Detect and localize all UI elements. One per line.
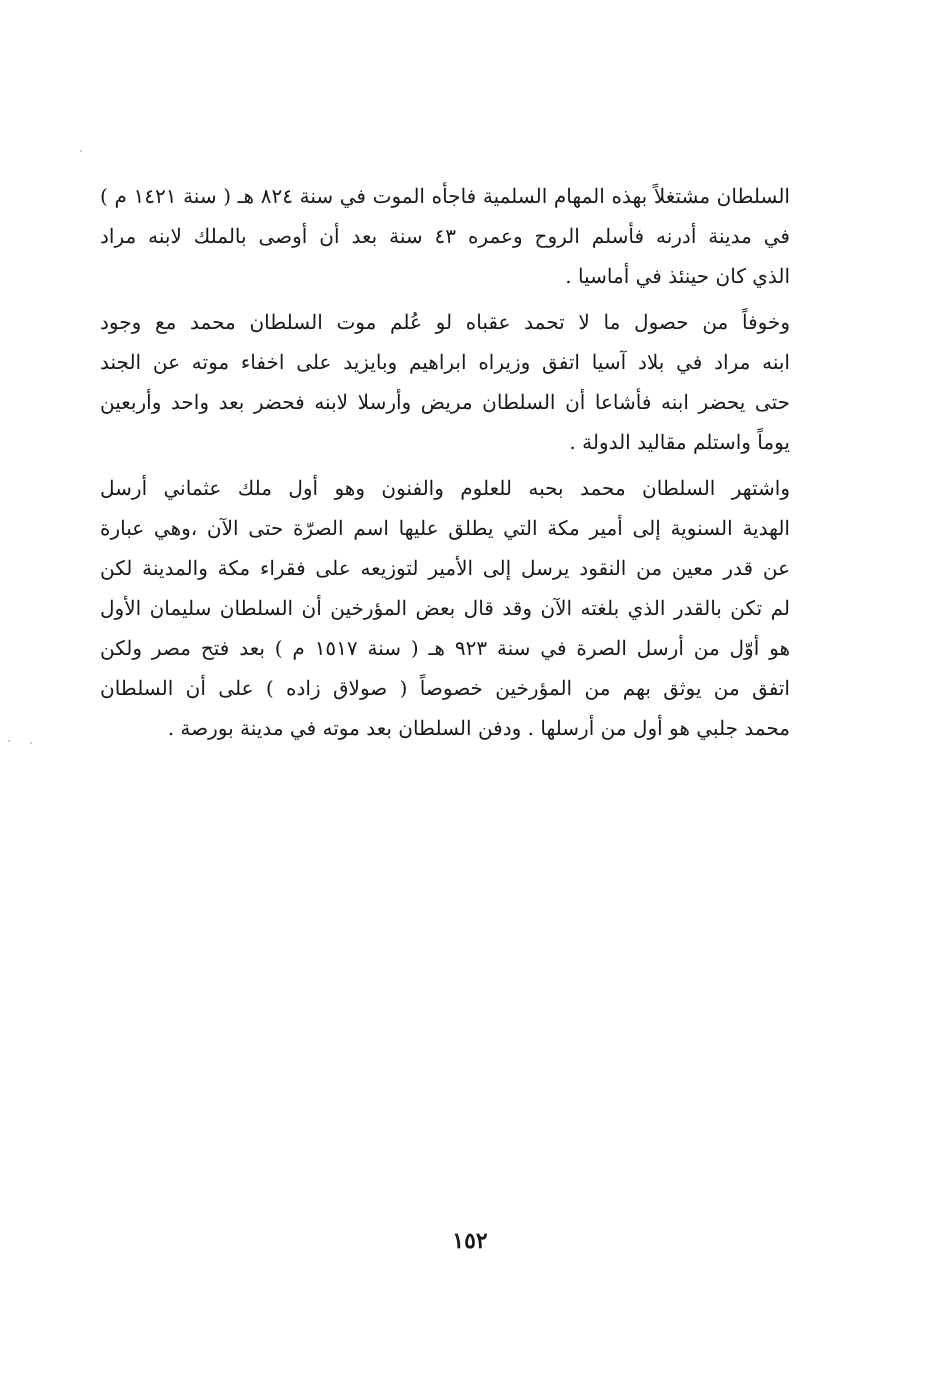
scan-speck xyxy=(8,740,10,742)
text-line: واشتهر السلطان محمد بحبه للعلوم والفنون وهو أول ملك عثماني أرسل xyxy=(100,476,790,500)
text-line: لم تكن بالقدر الذي بلغته الآن وقد قال بعض المؤرخين أن السلطان سليمان الأول xyxy=(100,596,790,620)
text-line: في مدينة أدرنه فأسلم الروح وعمره ٤٣ سنة بعد أن أوصى بالملك لابنه مراد xyxy=(100,224,790,248)
text-line: اتفق من يوثق بهم من المؤرخين خصوصاً ( صولاق زاده ) على أن السلطان xyxy=(100,676,790,700)
page-number: ١٥٢ xyxy=(452,1228,488,1254)
text-line: وخوفاً من حصول ما لا تحمد عقباه لو عُلم موت السلطان محمد مع وجود xyxy=(100,310,790,334)
paragraph-3 xyxy=(100,468,790,748)
text-line: الهدية السنوية إلى أمير مكة التي يطلق عليها اسم الصرّة حتى الآن ،وهي عبارة xyxy=(100,516,790,540)
text-line: يوماً واستلم مقاليد الدولة . xyxy=(569,430,790,454)
scan-speck xyxy=(80,150,82,152)
paragraph-2 xyxy=(100,302,790,462)
text-line: السلطان مشتغلاً بهذه المهام السلمية فاجأه الموت في سنة ٨٢٤ هـ ( سنة ١٤٢١ م ) xyxy=(100,184,790,208)
text-line: محمد جلبي هو أول من أرسلها . ودفن السلطان بعد موته في مدينة بورصة . xyxy=(167,716,790,740)
text-line: ابنه مراد في بلاد آسيا اتفق وزيراه ابراهيم وبايزيد على اخفاء موته عن الجند xyxy=(100,350,790,374)
text-line: هو أوّل من أرسل الصرة في سنة ٩٢٣ هـ ( سنة ١٥١٧ م ) بعد فتح مصر ولكن xyxy=(100,636,791,660)
text-line: عن قدر معين من النقود يرسل إلى الأمير لتوزيعه على فقراء مكة والمدينة لكن xyxy=(100,556,790,580)
text-line: الذي كان حينئذ في أماسيا . xyxy=(565,264,790,288)
body-text xyxy=(100,176,790,748)
scan-speck xyxy=(30,742,32,744)
text-line: حتى يحضر ابنه فأشاعا أن السلطان مريض وأرسلا لابنه فحضر بعد واحد وأربعين xyxy=(100,390,790,414)
paragraph-1 xyxy=(100,176,790,296)
